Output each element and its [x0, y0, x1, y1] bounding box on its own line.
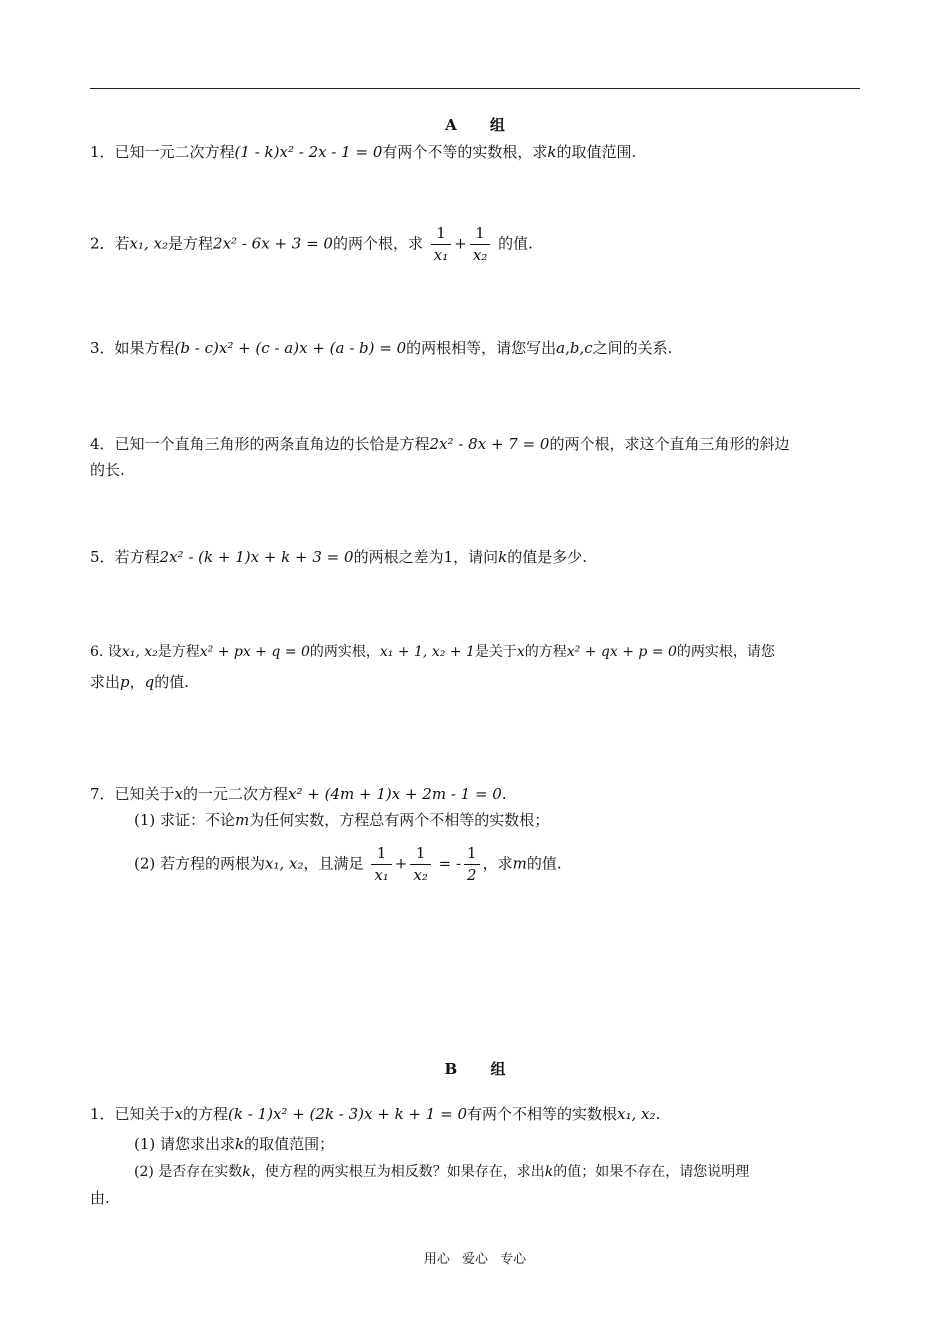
question-a7-part2: (2) 若方程的两根为x₁, x₂，且满足 $\frac{1}{\text{x₁}}$ + $\frac{1}{\text{x₂}}$ = - $\frac{1}{2}$ ，求m的值.	[134, 844, 562, 884]
q-text: 为任何实数，方程总有两个不相等的实数根；	[249, 811, 550, 829]
roots: x₁, x₂	[121, 644, 158, 660]
numerator: 1	[415, 844, 426, 862]
variable: m	[235, 811, 250, 829]
question-a2: 2．若x₁, x₂是方程2x² - 6x + 3 = 0的两个根，求 $\frac{1}{\text{x₁}}$ + $\frac{1}{\text{x₂}}$ 的值.	[90, 224, 533, 264]
variable: k	[547, 143, 557, 161]
q-text: ，使方程的两实根互为相反数？如果存在，求出	[250, 1164, 545, 1180]
q-text: .	[655, 1105, 661, 1123]
header-rule	[90, 88, 860, 89]
fraction	[431, 226, 451, 263]
question-a5	[90, 545, 587, 569]
q-text: 的两实根，请您	[676, 644, 775, 660]
q-text: 的值.	[154, 673, 190, 691]
fraction	[371, 846, 391, 883]
q-text: 有两个不相等的实数根	[466, 1105, 617, 1123]
question-a3	[90, 336, 672, 360]
numerator: 1	[475, 224, 485, 242]
q-text: 的两根相等，请您写出	[406, 339, 557, 357]
q-text: .	[501, 785, 507, 803]
variable: p	[120, 673, 130, 691]
q-text: (1) 求证：不论	[134, 811, 236, 829]
q-text: 的取值范围.	[556, 143, 637, 161]
equation: x² + px + q = 0	[199, 644, 310, 660]
q-text: (2) 是否存在实数	[134, 1164, 243, 1180]
question-b1-part2-line2: 由.	[90, 1189, 110, 1207]
q-text: ，且满足	[303, 854, 364, 873]
question-a7-part1	[134, 808, 549, 832]
denominator: x₁	[371, 864, 391, 883]
q-text: 的一元二次方程	[183, 785, 289, 803]
equals-sign: = -	[438, 854, 462, 873]
roots: x₁, x₂	[265, 854, 304, 873]
q-text: 6. 设	[90, 644, 122, 660]
q-text: 的两实根，	[309, 644, 380, 660]
equation: x² + (4m + 1)x + 2m - 1 = 0	[288, 785, 502, 803]
variable: m	[512, 854, 527, 873]
variable: k	[235, 1135, 245, 1153]
fraction	[470, 226, 490, 263]
group-b-title: B 组	[444, 1060, 506, 1078]
q-text: 之间的关系.	[592, 339, 673, 357]
question-a7	[90, 782, 507, 806]
q-text: 7．已知关于	[90, 785, 175, 803]
variable: k	[544, 1164, 554, 1180]
q-text: 是方程	[157, 644, 200, 660]
q-text: 3．如果方程	[90, 339, 175, 357]
denominator: x₁	[431, 244, 451, 263]
variable: x	[174, 1105, 184, 1123]
question-b1-part2	[134, 1160, 749, 1184]
fraction	[464, 846, 480, 883]
denominator: x₂	[470, 244, 490, 263]
q-text: 5．若方程	[90, 548, 160, 566]
variable: x	[174, 785, 184, 803]
q-text: 的两根之差为1，请问	[353, 548, 499, 566]
equation: x² + qx + p = 0	[566, 644, 677, 660]
q-text: 的方程	[524, 644, 567, 660]
roots: x₁, x₂	[129, 234, 169, 253]
q-text: 的值是多少.	[507, 548, 587, 566]
q-text: ，求	[482, 854, 513, 873]
equation: 2x² - 8x + 7 = 0	[429, 435, 550, 453]
q-text: 是方程	[168, 234, 214, 253]
variable: x	[516, 644, 525, 660]
q-text: (1) 请您求出求	[134, 1135, 236, 1153]
q-text: 的值.	[526, 854, 562, 873]
roots: x₁ + 1, x₂ + 1	[379, 644, 475, 660]
q-text: 的方程	[183, 1105, 229, 1123]
q-text: ，	[129, 673, 145, 691]
fraction	[410, 846, 430, 883]
question-a4	[90, 432, 789, 456]
question-a6-line2	[90, 670, 189, 694]
variable: k	[498, 548, 508, 566]
question-a1	[90, 140, 636, 164]
q-text: 的值；如果不存在，请您说明理	[553, 1164, 750, 1180]
question-a4-line2: 的长.	[90, 461, 125, 479]
equation: (k - 1)x² + (2k - 3)x + k + 1 = 0	[228, 1105, 467, 1123]
variables: a,b,c	[556, 339, 593, 357]
question-a6	[90, 640, 775, 664]
equation: (b - c)x² + (c - a)x + (a - b) = 0	[174, 339, 407, 357]
question-b1	[90, 1102, 660, 1126]
group-a-title: A 组	[445, 116, 505, 134]
q-text: 1．已知关于	[90, 1105, 175, 1123]
equation: 2x² - 6x + 3 = 0	[213, 234, 333, 253]
q-text: 2．若	[90, 234, 130, 253]
equation: 2x² - (k + 1)x + k + 3 = 0	[159, 548, 354, 566]
q-text: 1．已知一元二次方程	[90, 143, 235, 161]
roots: x₁, x₂	[617, 1105, 656, 1123]
q-text: 4．已知一个直角三角形的两条直角边的长恰是方程	[90, 435, 430, 453]
equation: (1 - k)x² - 2x - 1 = 0	[234, 143, 383, 161]
numerator: 1	[467, 844, 477, 862]
denominator: x₂	[410, 864, 430, 883]
variable: q	[144, 673, 155, 691]
q-text: 有两个不等的实数根，求	[382, 143, 548, 161]
denominator: 2	[464, 864, 480, 883]
q-text: (2) 若方程的两根为	[134, 854, 266, 873]
q-text: 的两个根，求这个直角三角形的斜边	[549, 435, 790, 453]
q-text: 的值.	[498, 234, 533, 253]
question-b1-part1	[134, 1132, 334, 1156]
q-text: 是关于	[474, 644, 517, 660]
q-text: 求出	[90, 673, 121, 691]
q-text: 的取值范围；	[244, 1135, 335, 1153]
numerator: 1	[376, 844, 387, 862]
variable: k	[242, 1164, 251, 1180]
numerator: 1	[436, 224, 446, 242]
q-text: 的两个根，求	[332, 234, 423, 253]
page-footer: 用心 爱心 专心	[423, 1252, 527, 1267]
